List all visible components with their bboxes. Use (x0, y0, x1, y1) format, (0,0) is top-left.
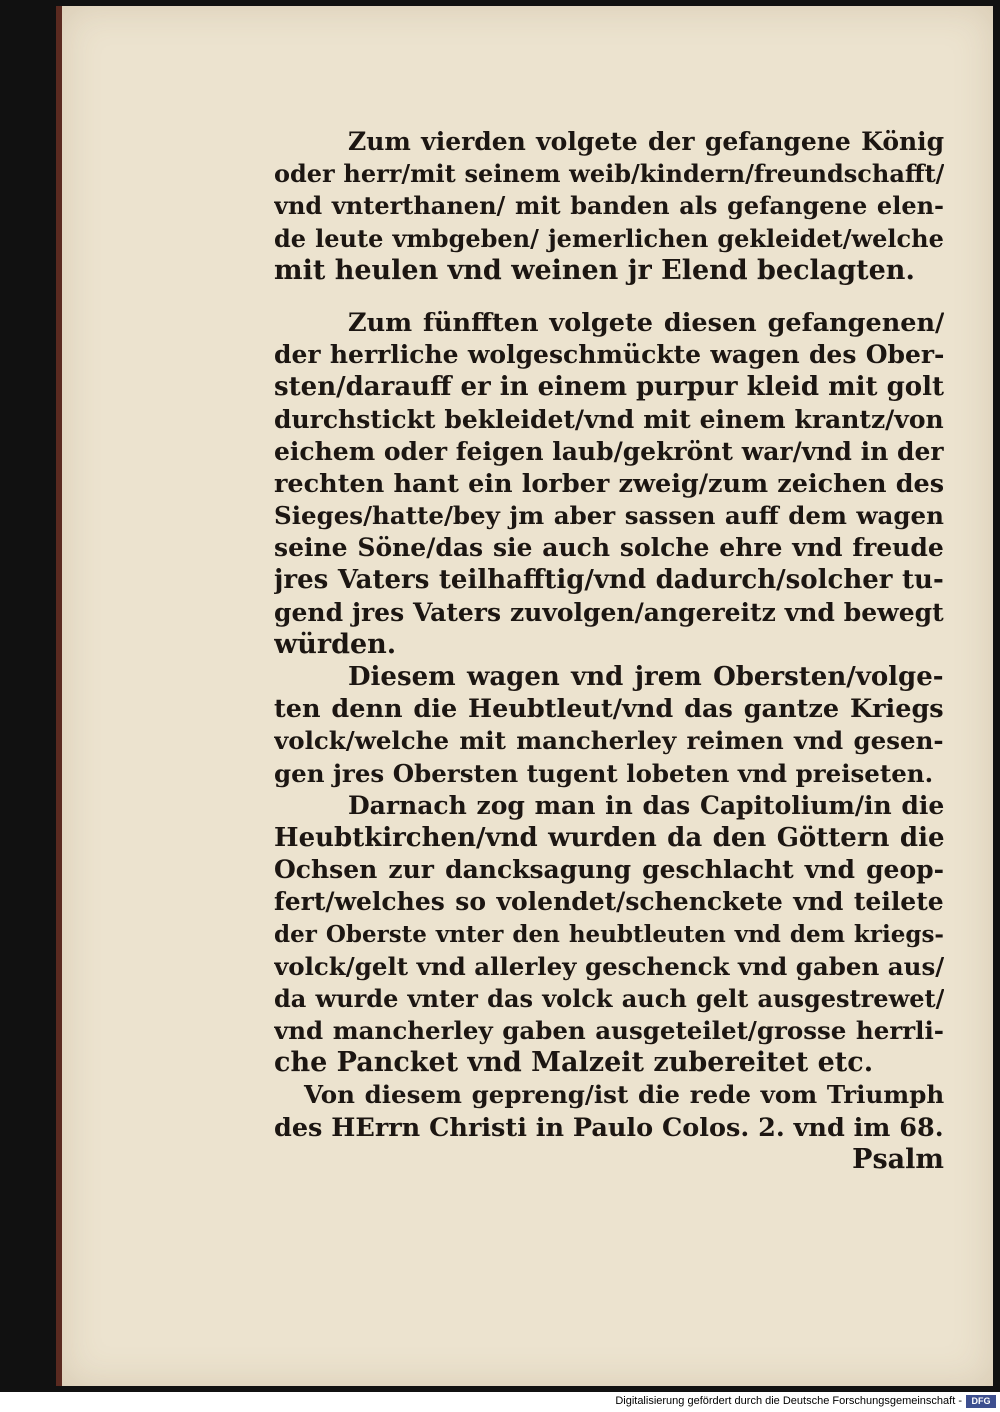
text-line: jres Vaters teilhafftig/vnd dadurch/solcher tu- (274, 565, 944, 596)
text-line: rechten hant ein lorber zweig/zum zeichen des (274, 468, 944, 499)
text-line: Zum vierden volgete der gefangene König (348, 127, 944, 156)
text-line: Ochsen zur dancksagung geschlacht vnd geop- (274, 855, 944, 885)
text-line: da wurde vnter das volck auch gelt ausgestrewet/ (274, 983, 944, 1013)
text-line: Sieges/hatte/bey jm aber sassen auff dem wagen (274, 501, 944, 531)
text-line: volck/gelt vnd allerley geschenck vnd gaben aus/ (274, 951, 944, 981)
text-line: sten/darauff er in einem purpur kleid mit golt (274, 372, 944, 403)
text-line: Von diesem gepreng/ist die rede vom Triumph (304, 1080, 944, 1110)
dfg-logo: DFG (966, 1395, 996, 1408)
text-line: oder herr/mit seinem weib/kindern/freundschafft/ (274, 159, 944, 189)
funding-credit: Digitalisierung gefördert durch die Deutsche Forschungsgemeinschaft - (615, 1395, 962, 1407)
text-line: vnd vnterthanen/ mit banden als gefangene elen- (274, 191, 944, 221)
text-line: der Oberste vnter den heubtleuten vnd dem kriegs- (274, 920, 944, 948)
text-line: durchstickt bekleidet/vnd mit einem krantz/von (274, 404, 944, 434)
text-line: che Pancket vnd Malzeit zubereitet etc. (274, 1047, 874, 1079)
text-line: Darnach zog man in das Capitolium/in die (348, 790, 944, 820)
text-line: fert/welches so volendet/schenckete vnd teilete (274, 887, 944, 917)
text-line: seine Söne/das sie auch solche ehre vnd freude (274, 533, 944, 563)
text-line: eichem oder feigen laub/gekrönt war/vnd in der (274, 436, 944, 466)
text-line: gen jres Obersten tugent lobeten vnd preiseten. (274, 758, 934, 788)
text-line: Zum fünfften volgete diesen gefangenen/ (348, 307, 944, 338)
text-line: des HErrn Christi in Paulo Colos. 2. vnd im 68. (274, 1112, 944, 1143)
text-line: mit heulen vnd weinen jr Elend beclagten. (274, 254, 915, 286)
page-text (274, 126, 944, 1176)
text-line: Heubtkirchen/vnd wurden da den Göttern die (274, 822, 944, 853)
text-line: gend jres Vaters zuvolgen/angereitz vnd bewegt (274, 597, 944, 627)
text-line: würden. (274, 628, 397, 660)
catchword: Psalm (852, 1143, 944, 1175)
text-line: der herrliche wolgeschmückte wagen des Ober- (274, 340, 944, 370)
text-line: Diesem wagen vnd jrem Obersten/volge- (348, 662, 944, 692)
text-line: volck/welche mit mancherley reimen vnd gesen- (274, 726, 944, 756)
text-line: ten denn die Heubtleut/vnd das gantze Kriegs (274, 694, 944, 725)
text-line: de leute vmbgeben/ jemerlichen gekleidet/welche (274, 223, 944, 253)
footer-bar (0, 1392, 1000, 1412)
text-line: vnd mancherley gaben ausgeteilet/grosse herrli- (274, 1016, 944, 1046)
